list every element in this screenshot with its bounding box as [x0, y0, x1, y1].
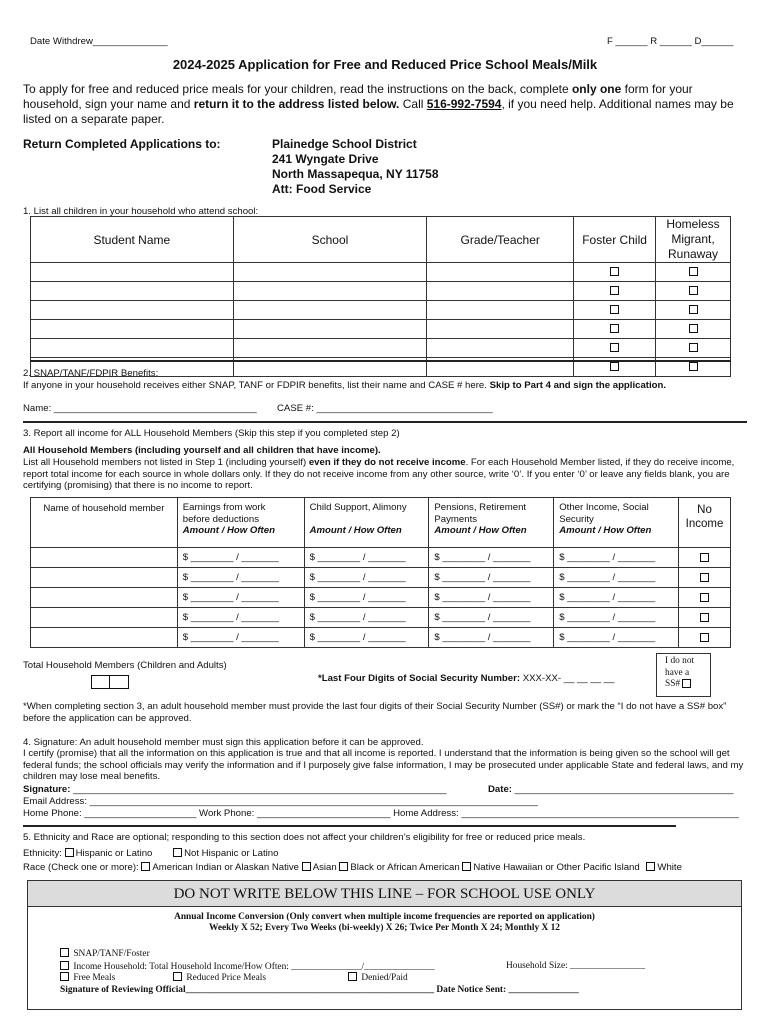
reviewer-signature-field[interactable]: Signature of Reviewing Official_____________________________________________________ Date Notice Sent: _______________	[60, 985, 579, 995]
other-income-cell[interactable]: $ ________ / _______	[554, 548, 679, 568]
free-meals-checkbox[interactable]	[60, 972, 69, 981]
income-checkbox[interactable]	[60, 961, 69, 970]
white-checkbox[interactable]	[646, 862, 655, 871]
no-ssn-box: I do not have a SS#	[656, 653, 711, 697]
col-foster-child: Foster Child	[574, 217, 656, 263]
other-income-cell[interactable]: $ ________ / _______	[554, 568, 679, 588]
child-support-cell[interactable]: $ ________ / _______	[304, 568, 429, 588]
homeless-checkbox[interactable]	[689, 305, 698, 314]
grade-cell[interactable]	[427, 263, 574, 282]
col-school: School	[233, 217, 427, 263]
member-name-cell[interactable]	[31, 568, 178, 588]
date-withdrew-field[interactable]: Date Withdrew______________	[30, 36, 168, 47]
no-income-checkbox[interactable]	[700, 553, 709, 562]
office-use-banner: DO NOT WRITE BELOW THIS LINE – FOR SCHOOL USE ONLY	[28, 881, 741, 907]
homeless-checkbox[interactable]	[689, 362, 698, 371]
return-label: Return Completed Applications to:	[23, 137, 221, 151]
income-table	[30, 497, 731, 648]
section2-text: If anyone in your household receives either SNAP, TANF or FDPIR benefits, list their name and CASE # here. Skip to Part 4 and sign the application.	[23, 380, 667, 391]
col-grade-teacher: Grade/Teacher	[427, 217, 574, 263]
member-name-cell[interactable]	[31, 548, 178, 568]
snap-case-field[interactable]: CASE #: _________________________________	[277, 403, 493, 414]
asian-checkbox[interactable]	[302, 862, 311, 871]
member-name-cell[interactable]	[31, 588, 178, 608]
table-row	[31, 320, 731, 339]
foster-checkbox[interactable]	[610, 362, 619, 371]
pension-cell[interactable]: $ ________ / _______	[429, 628, 554, 648]
email-field[interactable]: Email Address: ____________________________________________________________________________________	[23, 796, 538, 807]
earnings-cell[interactable]: $ ________ / _______	[177, 628, 304, 648]
homeless-checkbox[interactable]	[689, 343, 698, 352]
american-indian-checkbox[interactable]	[141, 862, 150, 871]
student-name-cell[interactable]	[31, 301, 234, 320]
col-homeless: Homeless Migrant, Runaway	[656, 217, 731, 263]
student-name-cell[interactable]	[31, 263, 234, 282]
foster-checkbox[interactable]	[610, 324, 619, 333]
signature-field[interactable]: Signature: ______________________________________________________________________	[23, 784, 447, 795]
certification-text: I certify (promise) that all the information on this application is true and that all income is reported. I understand that the information is being given so the school will get federal funds; the school officials may verify the information and if I purposely give false information, I may be prosecuted under applicable State and federal laws, and my children may lose meal benefits.	[23, 748, 744, 783]
help-phone: 516-992-7594	[426, 97, 502, 111]
earnings-cell[interactable]: $ ________ / _______	[177, 548, 304, 568]
office-use-box	[27, 880, 742, 1010]
denied-checkbox[interactable]	[348, 972, 357, 981]
date-field[interactable]: Date: _________________________________________	[488, 784, 734, 795]
total-members-label: Total Household Members (Children and Adults)	[23, 660, 227, 671]
school-cell[interactable]	[233, 282, 427, 301]
pension-cell[interactable]: $ ________ / _______	[429, 588, 554, 608]
col-pensions: Pensions, Retirement Payments Amount / How Often	[429, 498, 554, 548]
return-address: Plainedge School District 241 Wyngate Drive North Massapequa, NY 11758 Att: Food Service	[272, 137, 439, 196]
free-meals-row: Free Meals	[60, 972, 115, 983]
homeless-checkbox[interactable]	[689, 286, 698, 295]
other-income-cell[interactable]: $ ________ / _______	[554, 588, 679, 608]
col-student-name: Student Name	[31, 217, 234, 263]
member-name-cell[interactable]	[31, 628, 178, 648]
grade-cell[interactable]	[427, 301, 574, 320]
snap-row: SNAP/TANF/Foster	[60, 948, 150, 959]
table-row	[31, 263, 731, 282]
home-address-field[interactable]: Home Address: ____________________________________________________	[390, 808, 739, 819]
section5-label: 5. Ethnicity and Race are optional; responding to this section does not affect your children’s eligibility for free or reduced price meals.	[23, 832, 586, 843]
no-income-checkbox[interactable]	[700, 633, 709, 642]
grade-cell[interactable]	[427, 339, 574, 358]
col-child-support: Child Support, Alimony Amount / How Often	[304, 498, 429, 548]
col-other-income: Other Income, Social Security Amount / How Often	[554, 498, 679, 548]
col-household-member: Name of household member	[31, 498, 178, 548]
school-cell[interactable]	[233, 263, 427, 282]
section3-label: 3. Report all income for ALL Household Members (Skip this step if you completed step 2)	[23, 428, 400, 439]
snap-name-field[interactable]: Name: ______________________________________	[23, 403, 257, 414]
reduced-row: Reduced Price Meals	[173, 972, 266, 983]
col-earnings: Earnings from work before deductions Amount / How Often	[177, 498, 304, 548]
school-cell[interactable]	[233, 339, 427, 358]
home-phone-field[interactable]: Home Phone: _____________________	[23, 808, 197, 819]
divider	[23, 421, 747, 423]
table-row	[31, 588, 731, 608]
student-name-cell[interactable]	[31, 339, 234, 358]
table-row	[31, 568, 731, 588]
section4-label: 4. Signature: An adult household member must sign this application before it can be approved.	[23, 737, 424, 748]
no-ssn-checkbox[interactable]	[682, 679, 691, 688]
table-row	[31, 339, 731, 358]
no-income-checkbox[interactable]	[700, 573, 709, 582]
divider	[23, 825, 676, 827]
foster-checkbox[interactable]	[610, 267, 619, 276]
foster-checkbox[interactable]	[610, 343, 619, 352]
pacific-islander-checkbox[interactable]	[462, 862, 471, 871]
black-checkbox[interactable]	[339, 862, 348, 871]
no-income-checkbox[interactable]	[700, 593, 709, 602]
grade-cell[interactable]	[427, 282, 574, 301]
income-row: Income Household: Total Household Income/How Often: _______________/_______________	[60, 961, 434, 972]
child-support-cell[interactable]: $ ________ / _______	[304, 628, 429, 648]
work-phone-field[interactable]: Work Phone: _________________________	[196, 808, 391, 819]
all-members-heading: All Household Members (including yourself and all children that have income).	[23, 445, 381, 456]
household-size-field[interactable]: Household Size: ________________	[506, 961, 646, 971]
other-income-cell[interactable]: $ ________ / _______	[554, 608, 679, 628]
conversion-rates: Weekly X 52; Every Two Weeks (bi-weekly) X 26; Twice Per Month X 24; Monthly X 12	[208, 923, 560, 933]
pension-cell[interactable]: $ ________ / _______	[429, 608, 554, 628]
table-row	[31, 282, 731, 301]
table-row	[31, 608, 731, 628]
earnings-cell[interactable]: $ ________ / _______	[177, 608, 304, 628]
foster-checkbox[interactable]	[610, 286, 619, 295]
frd-field[interactable]: F ______ R ______ D______	[607, 36, 734, 47]
student-name-cell[interactable]	[31, 282, 234, 301]
section1-label: 1. List all children in your household who attend school:	[23, 206, 259, 217]
pension-cell[interactable]: $ ________ / _______	[429, 548, 554, 568]
conversion-title: Annual Income Conversion (Only convert when multiple income frequencies are reported on application)	[174, 912, 595, 922]
foster-checkbox[interactable]	[610, 305, 619, 314]
intro-paragraph: To apply for free and reduced price meals for your children, read the instructions on the back, complete only one form for your household, sign your name and return it to the address listed below. Call 516-992-7594, if you need help. Additional names may be listed on a separate paper.	[23, 82, 734, 126]
snap-checkbox[interactable]	[60, 948, 69, 957]
student-name-cell[interactable]	[31, 320, 234, 339]
income-instructions: List all Household members not listed in Step 1 (including yourself) even if they do not receive income. For each Household Member listed, if they do receive income, report total income for each source in whole dollars only. If they do not receive income from any other source, write ‘0’. If you enter ‘0’ or leave any fields blank, you are certifying (promising) that there is no income to report.	[23, 457, 735, 492]
pension-cell[interactable]: $ ________ / _______	[429, 568, 554, 588]
table-row	[31, 301, 731, 320]
child-support-cell[interactable]: $ ________ / _______	[304, 548, 429, 568]
grade-cell[interactable]	[427, 320, 574, 339]
no-income-checkbox[interactable]	[700, 613, 709, 622]
race-row: Race (Check one or more): American Indian or Alaskan Native Asian Black or African American Native Hawaiian or Other Pacific Island White	[23, 862, 682, 873]
child-support-cell[interactable]: $ ________ / _______	[304, 588, 429, 608]
ethnicity-row: Ethnicity: Hispanic or Latino Not Hispanic or Latino	[23, 848, 279, 859]
ssn-note: *When completing section 3, an adult household member must provide the last four digits of their Social Security Number (SS#) or mark the “I do not have a SS# box” before the application can be approved.	[23, 701, 727, 724]
not-hispanic-checkbox[interactable]	[173, 848, 182, 857]
other-income-cell[interactable]: $ ________ / _______	[554, 628, 679, 648]
reduced-checkbox[interactable]	[173, 972, 182, 981]
homeless-checkbox[interactable]	[689, 324, 698, 333]
ssn-field[interactable]: *Last Four Digits of Social Security Number: XXX-XX- __ __ __ __	[318, 673, 615, 684]
hispanic-checkbox[interactable]	[65, 848, 74, 857]
col-no-income: No Income	[679, 498, 731, 548]
page-title: 2024-2025 Application for Free and Reduced Price School Meals/Milk	[172, 57, 598, 72]
school-cell[interactable]	[233, 301, 427, 320]
child-support-cell[interactable]: $ ________ / _______	[304, 608, 429, 628]
member-name-cell[interactable]	[31, 608, 178, 628]
total-members-field[interactable]	[91, 675, 129, 689]
earnings-cell[interactable]: $ ________ / _______	[177, 568, 304, 588]
divider	[30, 360, 731, 362]
table-row	[31, 548, 731, 568]
homeless-checkbox[interactable]	[689, 267, 698, 276]
section2-label: 2. SNAP/TANF/FDPIR Benefits:	[23, 368, 159, 379]
denied-row: Denied/Paid	[348, 972, 408, 983]
earnings-cell[interactable]: $ ________ / _______	[177, 588, 304, 608]
table-row	[31, 628, 731, 648]
children-table	[30, 216, 731, 377]
school-cell[interactable]	[233, 320, 427, 339]
phone-address-line	[23, 808, 739, 819]
